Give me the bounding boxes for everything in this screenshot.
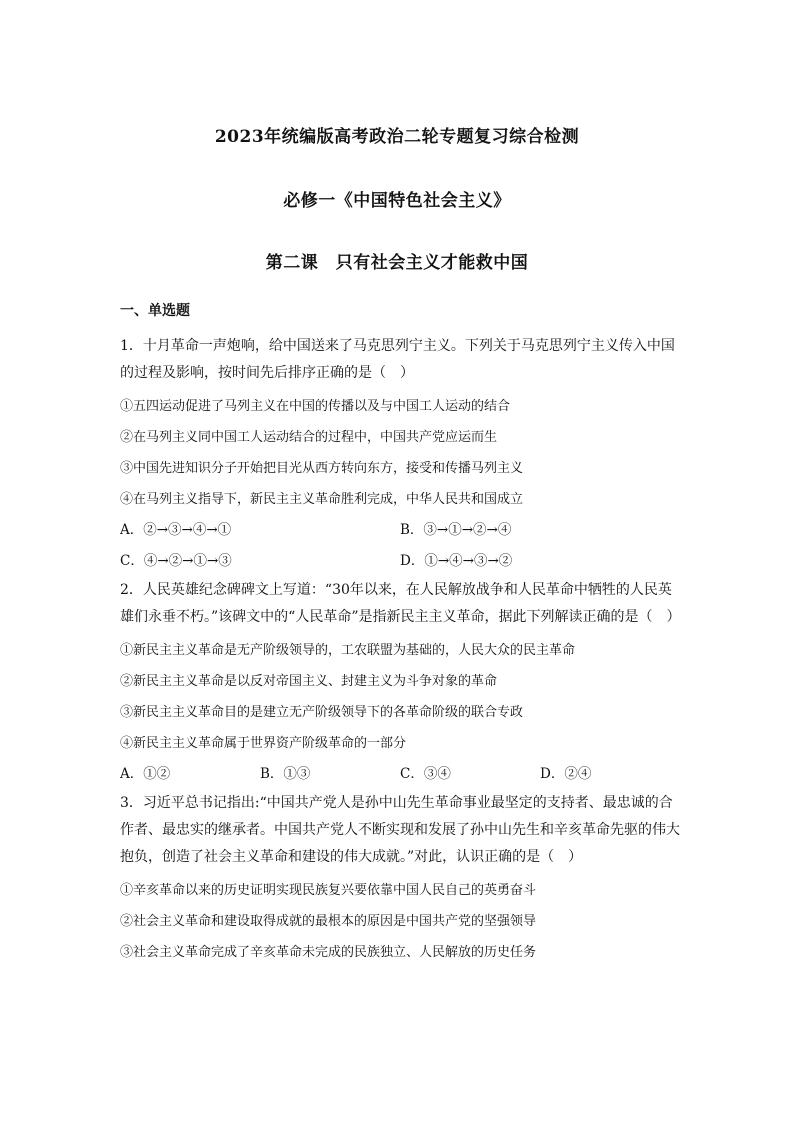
statement-item: ①辛亥革命以来的历史证明实现民族复兴要依靠中国人民自己的英勇奋斗 — [120, 883, 537, 898]
question-stem: 2．人民英雄纪念碑碑文上写道：“30年以来，在人民解放战争和人民革命中牺牲的人民英雄们永垂不朽。”该碑文中的“人民革命”是指新民主主义革命，据此下列解读正确的是（ ） — [120, 582, 681, 625]
document-subtitle: 必修一《中国特色社会主义》 — [283, 191, 511, 211]
statement-item: ③中国先进知识分子开始把目光从西方转向东方，接受和传播马列主义 — [120, 461, 524, 476]
question-stem: 1．十月革命一声炮响，给中国送来了马克思列宁主义。下列关于马克思列宁主义传入中国的过程及影响，按时间先后排序正确的是（ ） — [120, 338, 675, 381]
choice-d: D．②④ — [540, 766, 592, 782]
choice-b: B．①③ — [260, 766, 311, 782]
choice-c: C．③④ — [400, 766, 451, 782]
choice-a: A．①② — [120, 766, 171, 782]
answer-choices-row — [120, 759, 680, 790]
answer-choices-row — [120, 515, 680, 546]
lesson-title: 第二课 只有社会主义才能救中国 — [265, 253, 529, 273]
statement-item: ③社会主义革命完成了辛亥革命未完成的民族独立、人民解放的历史任务 — [120, 945, 537, 960]
choice-c: C．④→②→①→③ — [120, 553, 232, 569]
choice-b: B．③→①→②→④ — [400, 522, 512, 538]
statement-item: ②社会主义革命和建设取得成就的最根本的原因是中国共产党的坚强领导 — [120, 914, 537, 929]
choice-a: A．②→③→④→① — [120, 522, 232, 538]
question-list — [120, 333, 680, 968]
document-title: 2023年统编版高考政治二轮专题复习综合检测 — [214, 127, 580, 147]
question-stem: 3．习近平总书记指出:“中国共产党人是孙中山先生革命事业最坚定的支持者、最忠诚的合作者、最忠实的继承者。中国共产党人不断实现和发展了孙中山先生和辛亥革命先驱的伟大抱负，创造了社会主义革命和建设的伟大成就。”对此，认识正确的是（ ） — [120, 795, 680, 865]
choice-d: D．①→④→③→② — [400, 553, 513, 569]
statement-item: ②新民主主义革命是以反对帝国主义、封建主义为斗争对象的革命 — [120, 674, 498, 689]
statement-item: ①新民主主义革命是无产阶级领导的，工农联盟为基础的，人民大众的民主革命 — [120, 643, 576, 658]
question-1 — [120, 333, 680, 577]
section-heading: 一、单选题 — [120, 303, 190, 319]
statement-item: ②在马列主义同中国工人运动结合的过程中，中国共产党应运而生 — [120, 430, 498, 445]
question-3 — [120, 790, 680, 968]
statement-item: ①五四运动促进了马列主义在中国的传播以及与中国工人运动的结合 — [120, 399, 511, 414]
answer-choices-row — [120, 546, 680, 577]
statement-item: ④新民主主义革命属于世界资产阶级革命的一部分 — [120, 736, 407, 751]
question-2 — [120, 577, 680, 790]
statement-item: ③新民主主义革命目的是建立无产阶级领导下的各革命阶级的联合专政 — [120, 705, 524, 720]
statement-item: ④在马列主义指导下，新民主主义革命胜利完成，中华人民共和国成立 — [120, 492, 524, 507]
